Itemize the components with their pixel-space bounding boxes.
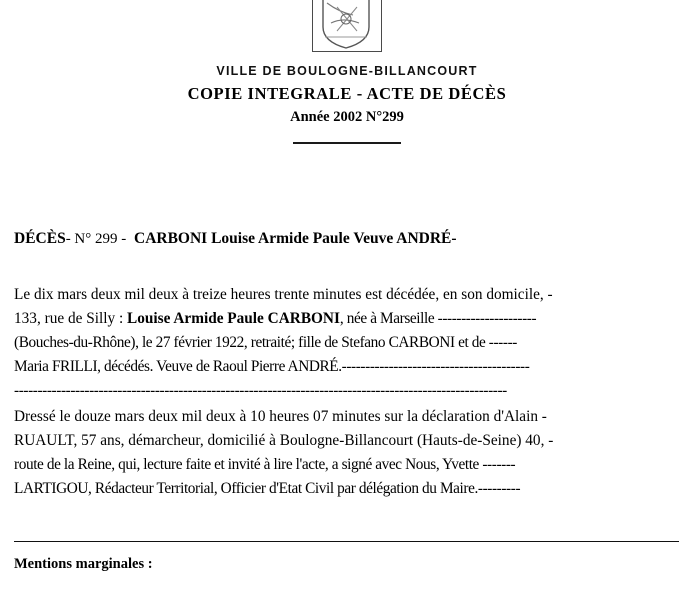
document-year-number: Année 2002 N°299 — [290, 109, 404, 125]
p1-line-2-prefix: 133, rue de Silly : — [14, 309, 128, 327]
p2-line-2: RUAULT, 57 ans, démarcheur, domicilié à Boulogne-Billancourt (Hauts-de-Seine) 40, - — [14, 431, 554, 449]
p2-line-3: route de la Reine, qui, lecture faite et invité à lire l'acte, a signé avec Nous, Yvette ------- — [14, 455, 516, 473]
record-heading — [14, 230, 680, 249]
deceased-name: Louise Armide Paule CARBONI — [127, 309, 340, 327]
footer-divider — [14, 541, 679, 542]
marginal-mentions-label: Mentions marginales : — [14, 555, 153, 572]
p1-line-5: --------------------------------------------------------------------------------------------------------- — [14, 381, 507, 399]
document-title: COPIE INTEGRALE - ACTE DE DÉCÈS — [187, 84, 507, 103]
p2-line-1: Dressé le douze mars deux mil deux à 10 heures 07 minutes sur la déclaration d'Alain - — [14, 407, 547, 425]
p2-line-4: LARTIGOU, Rédacteur Territorial, Officier d'Etat Civil par délégation du Maire.--------- — [14, 479, 521, 497]
coat-of-arms-icon — [312, 0, 382, 52]
header-divider — [293, 142, 401, 144]
city-name: VILLE DE BOULOGNE-BILLANCOURT — [216, 64, 478, 78]
paragraph-death-declaration — [14, 283, 680, 403]
record-label: DÉCÈS — [14, 230, 66, 247]
p1-line-2-suffix: , née à Marseille --------------------- — [339, 309, 537, 327]
record-number: - N° 299 - — [65, 231, 127, 247]
p1-line-1: Le dix mars deux mil deux à treize heures trente minutes est décédée, en son domicile, - — [14, 285, 553, 303]
p1-line-4: Maria FRILLI, décédés. Veuve de Raoul Pierre ANDRÉ.---------------------------------------- — [14, 357, 530, 375]
record-name: CARBONI Louise Armide Paule Veuve ANDRÉ- — [134, 230, 457, 247]
document-header — [0, 0, 694, 144]
paragraph-registration — [14, 405, 680, 501]
p1-line-3: (Bouches-du-Rhône), le 27 février 1922, retraité; fille de Stefano CARBONI et de ------ — [14, 333, 517, 351]
p1-line-2 — [14, 307, 680, 331]
document-body — [0, 230, 694, 501]
